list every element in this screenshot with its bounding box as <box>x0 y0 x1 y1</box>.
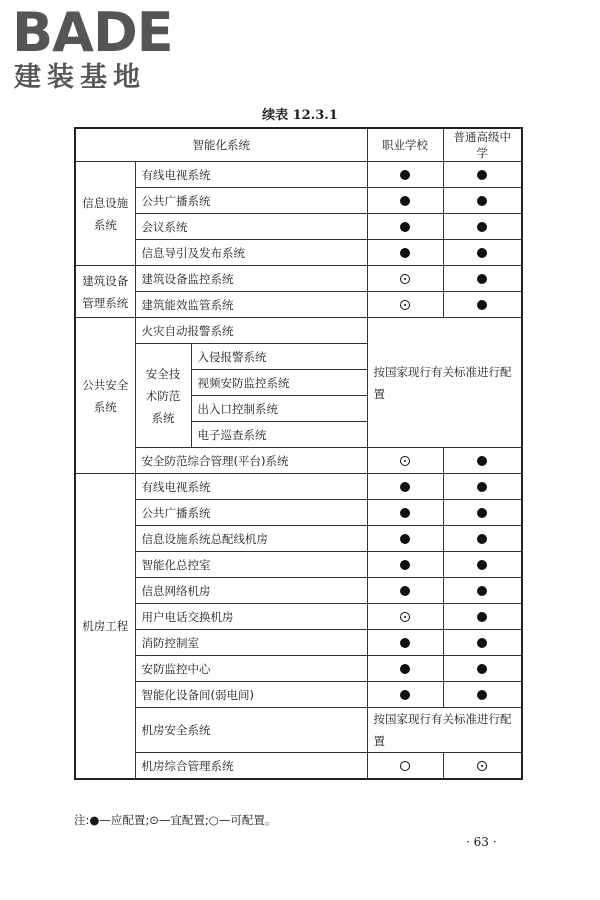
dotted-circle-icon <box>400 300 410 310</box>
category-safety-sub: 安全技术防范系统 <box>135 344 191 448</box>
filled-dot-icon <box>477 508 487 518</box>
category-room: 机房工程 <box>75 474 135 780</box>
filled-dot-icon <box>477 638 487 648</box>
logo-mark-text: BADE <box>12 1 173 64</box>
filled-dot-icon <box>400 482 410 492</box>
table-row <box>75 682 522 708</box>
merged-standard-note: 按国家现行有关标准进行配置 <box>367 318 522 448</box>
category-safety: 公共安全系统 <box>75 318 135 474</box>
filled-dot-icon <box>400 690 410 700</box>
filled-dot-icon <box>400 664 410 674</box>
row-label: 安全防范综合管理(平台)系统 <box>135 448 367 474</box>
filled-dot-icon <box>477 612 487 622</box>
table-row <box>75 240 522 266</box>
header-system: 智能化系统 <box>75 128 367 162</box>
filled-dot-icon <box>477 222 487 232</box>
merged-standard-note: 按国家现行有关标准进行配置 <box>367 708 522 753</box>
row-label: 消防控制室 <box>135 630 367 656</box>
dotted-circle-icon <box>400 274 410 284</box>
row-label: 智能化设备间(弱电间) <box>135 682 367 708</box>
row-label: 出入口控制系统 <box>191 396 367 422</box>
row-label: 会议系统 <box>135 214 367 240</box>
filled-dot-icon <box>400 534 410 544</box>
filled-dot-icon <box>477 456 487 466</box>
table-row <box>75 552 522 578</box>
bade-logo <box>8 1 198 94</box>
table-row <box>75 214 522 240</box>
row-label: 信息网络机房 <box>135 578 367 604</box>
filled-dot-icon <box>477 664 487 674</box>
row-label: 建筑设备监控系统 <box>135 266 367 292</box>
table-row <box>75 630 522 656</box>
table-row <box>75 526 522 552</box>
row-label: 入侵报警系统 <box>191 344 367 370</box>
row-label: 信息导引及发布系统 <box>135 240 367 266</box>
row-label: 有线电视系统 <box>135 474 367 500</box>
table-row <box>75 708 522 753</box>
table-row <box>75 753 522 780</box>
filled-dot-icon <box>400 586 410 596</box>
mark-should <box>367 162 443 188</box>
row-label: 公共广播系统 <box>135 188 367 214</box>
row-label: 火灾自动报警系统 <box>135 318 367 344</box>
filled-dot-icon <box>477 560 487 570</box>
row-label: 视频安防监控系统 <box>191 370 367 396</box>
intelligent-systems-table <box>74 127 523 780</box>
table-row <box>75 162 522 188</box>
filled-dot-icon <box>477 170 487 180</box>
filled-dot-icon <box>400 170 410 180</box>
table-row <box>75 656 522 682</box>
table-row <box>75 448 522 474</box>
table-row <box>75 604 522 630</box>
table-row <box>75 318 522 344</box>
row-label: 安防监控中心 <box>135 656 367 682</box>
filled-dot-icon <box>477 196 487 206</box>
dotted-circle-icon <box>400 456 410 466</box>
page-number: · 63 · <box>466 835 497 849</box>
filled-dot-icon <box>400 638 410 648</box>
row-label: 建筑能效监管系统 <box>135 292 367 318</box>
row-label: 公共广播系统 <box>135 500 367 526</box>
row-label: 用户电话交换机房 <box>135 604 367 630</box>
filled-dot-icon <box>477 534 487 544</box>
table-row <box>75 474 522 500</box>
filled-dot-icon <box>400 560 410 570</box>
filled-dot-icon <box>400 248 410 258</box>
category-info: 信息设施系统 <box>75 162 135 266</box>
filled-dot-icon <box>477 690 487 700</box>
dotted-circle-icon <box>400 612 410 622</box>
row-label: 机房安全系统 <box>135 708 367 753</box>
table-row <box>75 292 522 318</box>
header-highschool: 普通高级中学 <box>443 128 522 162</box>
filled-dot-icon <box>477 248 487 258</box>
row-label: 电子巡查系统 <box>191 422 367 448</box>
filled-dot-icon <box>400 222 410 232</box>
filled-dot-icon <box>477 300 487 310</box>
row-label: 信息设施系统总配线机房 <box>135 526 367 552</box>
filled-dot-icon <box>400 196 410 206</box>
row-label: 机房综合管理系统 <box>135 753 367 780</box>
table-header-row <box>75 128 522 162</box>
table-row <box>75 500 522 526</box>
table-row <box>75 266 522 292</box>
filled-dot-icon <box>477 482 487 492</box>
table-row <box>75 578 522 604</box>
row-label: 有线电视系统 <box>135 162 367 188</box>
mark-should <box>443 162 522 188</box>
legend-note: 注:●—应配置;⊙—宜配置;○—可配置。 <box>74 813 277 827</box>
filled-dot-icon <box>477 274 487 284</box>
dotted-circle-icon <box>477 761 487 771</box>
table-caption: 续表 12.3.1 <box>262 108 338 123</box>
filled-dot-icon <box>400 508 410 518</box>
category-building: 建筑设备管理系统 <box>75 266 135 318</box>
logo-subtitle: 建装基地 <box>14 62 146 93</box>
row-label: 智能化总控室 <box>135 552 367 578</box>
filled-dot-icon <box>477 586 487 596</box>
table-row <box>75 188 522 214</box>
empty-circle-icon <box>400 761 410 771</box>
header-vocational: 职业学校 <box>367 128 443 162</box>
